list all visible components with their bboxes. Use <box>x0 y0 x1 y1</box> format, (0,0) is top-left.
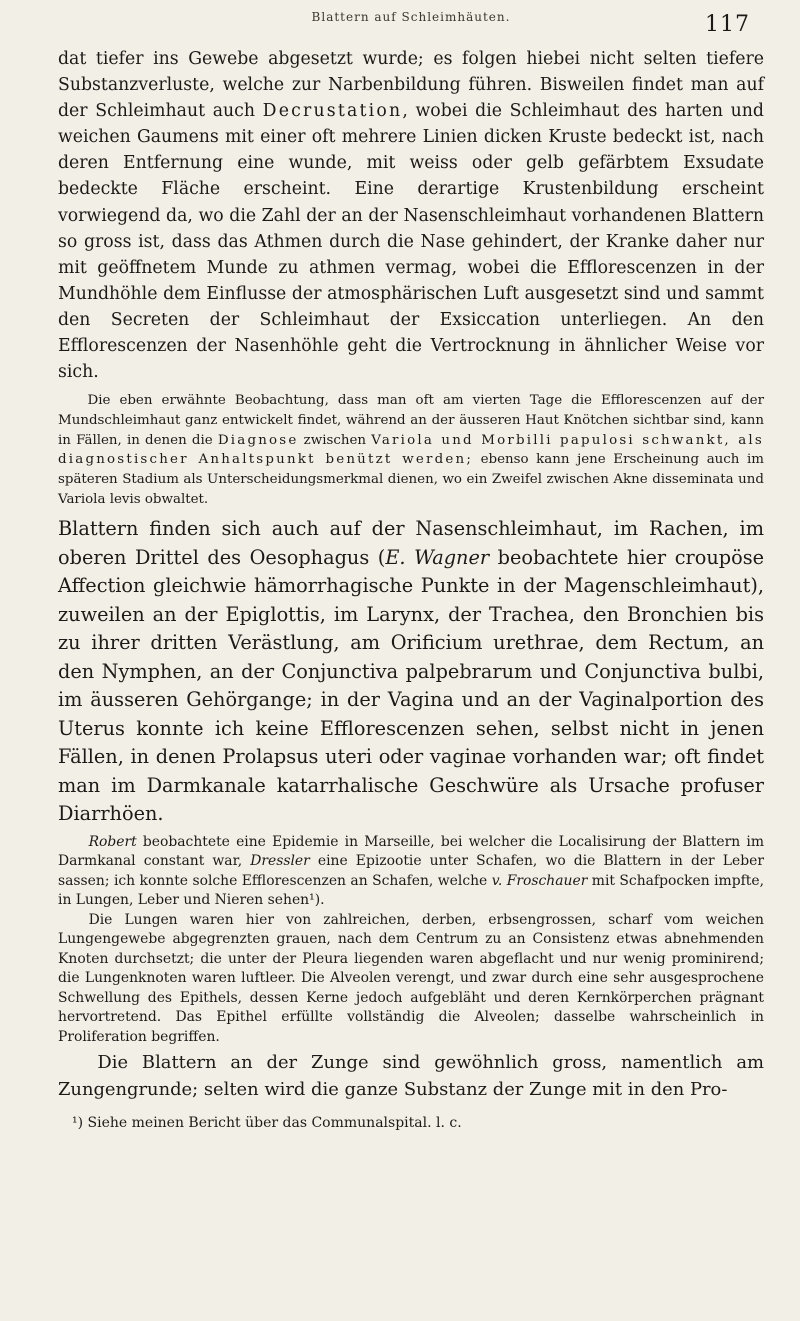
para1-text-a: dat tiefer ins Gewebe abgesetzt wurde; es folgen hiebei nicht selten tiefere Substanzverluste, welche zur Narbenbildung führen. Bisweilen findet man auf der Schleimhaut auch <box>58 49 764 122</box>
running-head: Blattern auf Schleimhäuten. <box>311 10 511 24</box>
paragraph-3 <box>58 1050 764 1103</box>
footnote: ¹) Siehe meinen Bericht über das Communalspital. l. c. <box>72 1115 462 1132</box>
note-1 <box>58 391 764 509</box>
note1-text-c: ebenso kann jene Erscheinung auch im späteren Stadium als Unterscheidungsmerkmal dienen, wo ein Zweifel zwischen Akne disseminata und Variola levis obwaltet. <box>58 452 764 507</box>
paragraph-2 <box>58 515 764 829</box>
author-froschauer: v. Froschauer <box>491 872 588 889</box>
note2-text-a: beobachtete eine Epidemie in Marseille, bei welcher die Localisirung der Blattern im Darmkanal constant war, <box>58 833 764 870</box>
term-diagnose: Diagnose <box>217 432 299 448</box>
term-variola-morbilli: Variola und Morbilli papulosi schwankt, als diagnostischer Anhaltspunkt benützt werden; <box>58 432 764 468</box>
note2-text-c: mit Schafpocken impfte, in Lungen, Leber und Nieren sehen¹). <box>58 872 764 909</box>
author-dressler: Dressler <box>250 853 310 870</box>
note1-text-a: Die eben erwähnte Beobachtung, dass man oft am vierten Tage die Efflorescenzen auf der Mundschleimhaut ganz entwickelt findet, während an der äusseren Haut Knötchen sichtbar sind, kann in Fällen, in denen die <box>58 393 764 448</box>
para2-text-a: Blattern finden sich auch auf der Nasenschleimhaut, im Rachen, im oberen Drittel des Oesophagus ( <box>58 517 764 569</box>
para1-text-b: , wobei die Schleimhaut des harten und weichen Gaumens mit einer oft mehrere Linien dicken Kruste bedeckt ist, nach deren Entfernung eine wunde, mit weiss oder gelb gefärbtem Exsudate bedeckte Fläche erscheint. Eine derartige Krustenbildung erscheint vorwiegend da, wo die Zahl der an der Nasenschleimhaut vorhandenen Blattern so gross ist, dass das Athmen durch die Nase gehindert, der Kranke daher nur mit geöffnetem Munde zu athmen vermag, wobei die Efflorescenzen in der Mundhöhle dem Einflusse der atmosphärischen Luft ausgesetzt sind und sammt den Secreten der Schleimhaut der Exsiccation unterliegen. An den Efflorescenzen der Nasenhöhle geht die Vertrocknung in ähnlicher Weise vor sich. <box>58 101 764 383</box>
para2-text-b: beobachtete hier croupöse Affection gleichwie hämorrhagische Punkte in der Magenschleimhaut), zuweilen an der Epiglottis, im Larynx, der Trachea, den Bronchien bis zu ihrer dritten Verästlung, am Orificium urethrae, dem Rectum, an den Nymphen, an der Conjunctiva palpebrarum und Conjunctiva bulbi, im äusseren Gehörgange; in der Vagina und an der Vaginalportion des Uterus konnte ich keine Efflorescenzen sehen, selbst nicht in jenen Fällen, in denen Prolapsus uteri oder vaginae vorhanden war; oft findet man im Darmkanale katarrhalische Geschwüre als Ursache profuser Diarrhöen. <box>58 545 764 826</box>
note1-text-b: zwischen <box>298 432 372 448</box>
term-decrustation: Decrustation <box>262 101 403 122</box>
page-number: 117 <box>705 12 750 37</box>
paragraph-1 <box>58 46 764 385</box>
para3-text: Die Blattern an der Zunge sind gewöhnlich gross, namentlich am Zungengrunde; selten wird die ganze Substanz der Zunge mit in den Pro- <box>58 1052 764 1100</box>
note-2 <box>58 833 764 1048</box>
note2-text-b: eine Epizootie unter Schafen, wo die Blattern in der Leber sassen; ich konnte solche Efflorescenzen an Schafen, welche <box>58 853 764 889</box>
author-robert: Robert <box>88 833 137 850</box>
note2-paragraph-2: Die Lungen waren hier von zahlreichen, derben, erbsengrossen, scharf vom weichen Lungengewebe abgegrenzten grauen, nach dem Centrum zu an Consistenz etwas abnehmenden Knoten durchsetzt; die unter der Pleura liegenden waren abgeflacht und nur wenig prominirend; die Lungenknoten waren luftleer. Die Alveolen verengt, und zwar durch eine sehr ausgesprochene Schwellung des Epithels, dessen Kerne jedoch aufgebläht und deren Kernkörperchen prägnant hervortretend. Das Epithel erfüllte vollständig die Alveolen; dasselbe wahrscheinlich in Proliferation begriffen. <box>58 911 764 1045</box>
author-wagner: E. Wagner <box>385 545 490 569</box>
page-header <box>58 0 764 46</box>
